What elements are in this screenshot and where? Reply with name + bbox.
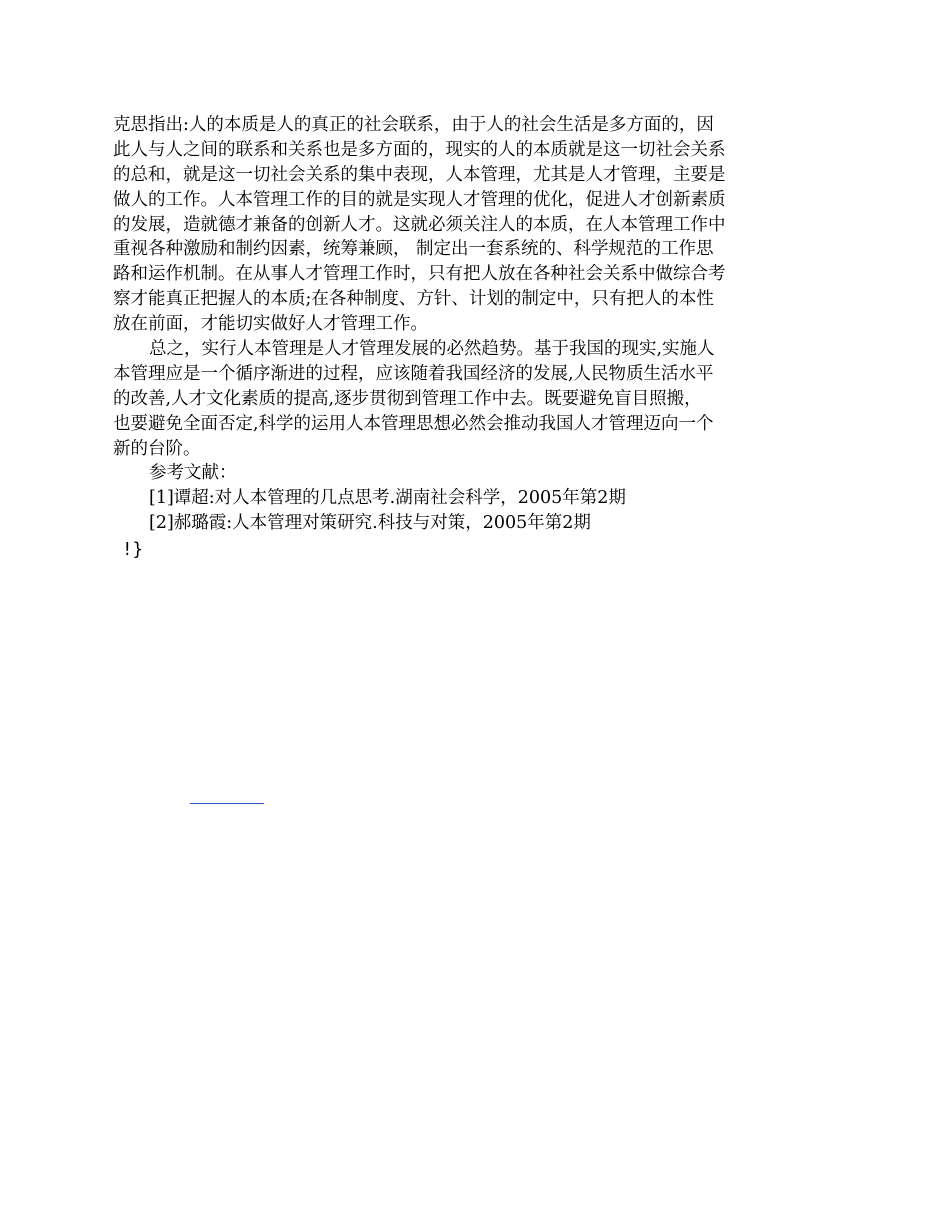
references-heading: 参考文献： xyxy=(149,463,237,484)
paragraph-1-line: 放在前面，才能切实做好人才管理工作。 xyxy=(113,314,428,335)
paragraph-2-line: 的改善,人才文化素质的提高,逐步贯彻到管理工作中去。既要避免盲目照搬， xyxy=(113,388,702,409)
paragraph-1-line: 此人与人之间的联系和关系也是多方面的，现实的人的本质就是这一切社会关系 xyxy=(113,139,726,160)
paragraph-1-line: 的总和，就是这一切社会关系的集中表现，人本管理，尤其是人才管理，主要是 xyxy=(113,164,726,185)
paragraph-2-line: 也要避免全面否定,科学的运用人本管理思想必然会推动我国人才管理迈向一个 xyxy=(113,413,714,434)
paragraph-1-line: 察才能真正把握人的本质;在各种制度、方针、计划的制定中，只有把人的本性 xyxy=(113,289,714,310)
paragraph-1-line: 重视各种激励和制约因素，统筹兼顾， 制定出一套系统的、科学规范的工作思 xyxy=(113,239,714,260)
trailing-mark: !} xyxy=(122,540,144,560)
reference-item: [2]郝璐霞:人本管理对策研究.科技与对策，2005年第2期 xyxy=(149,513,591,534)
reference-item: [1]谭超:对人本管理的几点思考.湖南社会科学，2005年第2期 xyxy=(149,488,626,509)
paragraph-2-line: 新的台阶。 xyxy=(113,438,201,459)
paragraph-2-line: 总之，实行人本管理是人才管理发展的必然趋势。基于我国的现实,实施人 xyxy=(149,339,715,360)
document-body xyxy=(113,113,773,536)
hyperlink-underline[interactable] xyxy=(190,803,264,804)
paragraph-1-line: 做人的工作。人本管理工作的目的就是实现人才管理的优化，促进人才创新素质 xyxy=(113,189,726,210)
paragraph-2-line: 本管理应是一个循序渐进的过程，应该随着我国经济的发展,人民物质生活水平 xyxy=(113,363,714,384)
paragraph-1-line: 路和运作机制。在从事人才管理工作时，只有把人放在各种社会关系中做综合考 xyxy=(113,264,726,285)
paragraph-1-line: 的发展，造就德才兼备的创新人才。这就必须关注人的本质，在人本管理工作中 xyxy=(113,214,726,235)
paragraph-1-line: 克思指出:人的本质是人的真正的社会联系，由于人的社会生活是多方面的，因 xyxy=(113,115,714,135)
